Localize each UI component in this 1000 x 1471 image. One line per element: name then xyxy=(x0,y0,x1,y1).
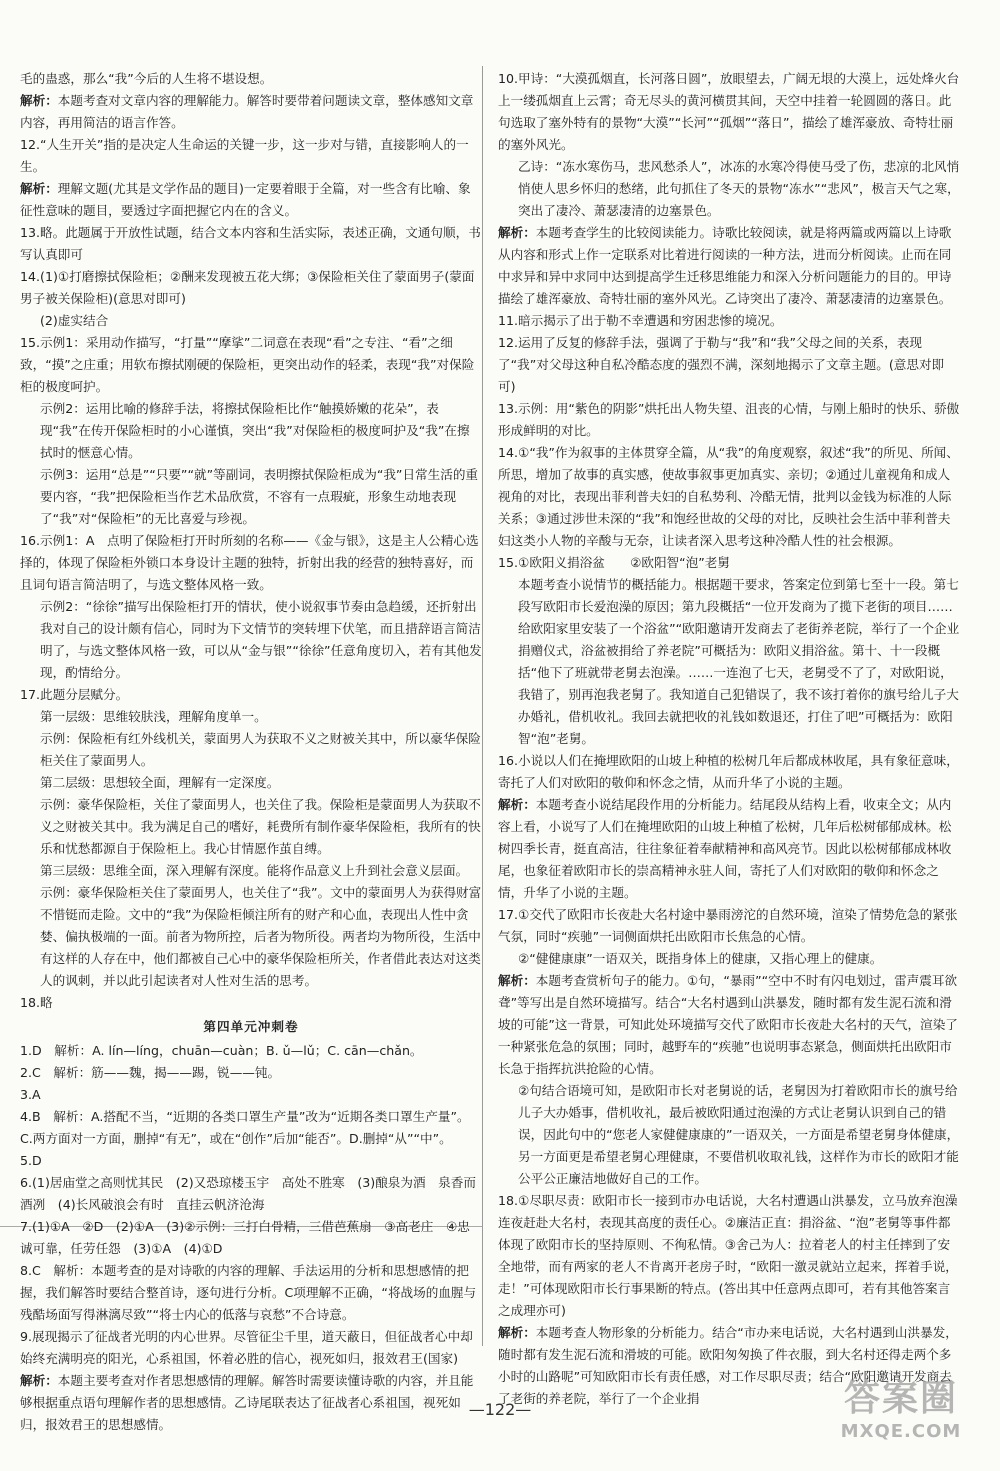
answer-paragraph xyxy=(20,530,482,596)
answer-paragraph xyxy=(498,156,960,222)
answer-paragraph xyxy=(20,1326,482,1370)
answer-paragraph xyxy=(498,552,960,574)
paragraph-text: 15.示例1：采用动作描写，“打量”“摩挲”二词意在表现“看”之专注、“看”之细致，“摸”之庄重；用软布擦拭刚硬的保险柜，更突出动作的轻柔，表现“我”对保险柜的极度呵护。 xyxy=(20,335,475,394)
answer-paragraph xyxy=(20,398,482,464)
answer-paragraph xyxy=(20,596,482,684)
watermark-url: MXQE.COM xyxy=(840,1421,962,1442)
paragraph-text: 第三层级：思维全面，深入理解有深度。能将作品意义上升到社会意义层面。 xyxy=(40,863,469,878)
answer-paragraph xyxy=(498,442,960,552)
analysis-label: 解析： xyxy=(498,973,536,988)
answer-paragraph xyxy=(20,68,482,90)
paragraph-text: 13.示例：用“紫色的阴影”烘托出人物失望、沮丧的心情，与刚上船时的快乐、骄傲形成鲜明的对比。 xyxy=(498,401,960,438)
paragraph-text: 4.B 解析：A.搭配不当，“近期的各类口罩生产量”改为“近期各类口罩生产量”。C.两方面对一方面，删掉“有无”，或在“创作”后加“能否”。D.删掉“从”“中”。 xyxy=(20,1109,470,1146)
answer-paragraph xyxy=(498,904,960,948)
answer-paragraph xyxy=(498,574,960,750)
paragraph-text: (2)虚实结合 xyxy=(40,313,109,328)
paragraph-text: 本题考查对文章内容的理解能力。解答时要带着问题读文章，整体感知文章内容，再用简洁的语言作答。 xyxy=(20,93,474,130)
answer-paragraph xyxy=(20,1084,482,1106)
answer-paragraph xyxy=(20,1040,482,1062)
paragraph-text: 5.D xyxy=(20,1153,42,1168)
answer-paragraph xyxy=(20,772,482,794)
analysis-label: 解析： xyxy=(498,1325,536,1340)
answer-paragraph xyxy=(498,68,960,156)
paragraph-text: 7.(1)①A ②D (2)①A (3)②示例：三打白骨精，三借芭蕉扇 ③高老庄 ④忠诚可靠，任劳任怨 (3)①A (4)①D xyxy=(20,1219,470,1256)
paragraph-text: 示例：豪华保险柜关住了蒙面男人，也关住了“我”。文中的蒙面男人为获得财富不惜铤而走险。文中的“我”为保险柜倾注所有的财产和心血，表现出人性中贪婪、偏执极端的一面。前者为物所控，后者为物所役。两者均为物所役，生活中有这样的人存在中，他们都被自己心中的豪华保险柜所关，作者借此表达对这类人的讽刺，并以此引起读者对人性对生活的思考。 xyxy=(40,885,482,988)
answer-paragraph xyxy=(498,794,960,904)
paragraph-text: 本题考查赏析句子的能力。①句，“暴雨”“空中不时有闪电划过，雷声震耳欲聋”等写出是自然环境描写。结合“大名村遇到山洪暴发，随时都有发生泥石流和滑坡的可能”这一背景，可知此处环境描写交代了欧阳市长夜赴大名村的天气，渲染了一种紧张危急的氛围；同时，越野车的“疾驰”也说明事态紧急，侧面烘托出欧阳市长急于指挥抗洪抢险的心情。 xyxy=(498,973,958,1076)
answer-paragraph xyxy=(20,464,482,530)
answer-paragraph xyxy=(20,178,482,222)
answer-paragraph xyxy=(20,1106,482,1150)
analysis-label: 解析： xyxy=(20,1373,58,1388)
paragraph-text: 理解文题(尤其是文学作品的题目)一定要着眼于全篇，对一些含有比喻、象征性意味的题目，要透过字面把握它内在的含义。 xyxy=(20,181,471,218)
analysis-label: 解析： xyxy=(498,797,536,812)
answer-paragraph xyxy=(20,1260,482,1326)
paragraph-text: 18.①尽职尽责：欧阳市长一接到市办电话说，大名村遭遇山洪暴发，立马放弃泡澡连夜赶赴大名村，表现其高度的责任心。②廉洁正直：捐浴盆、“泡”老舅等事件都体现了欧阳市长的坚持原则、不徇私情。③舍己为人：拉着老人的村主任摔到了安全地带，而有两家的老人不肯离开老房子时，“欧阳一激灵就站立起来，挥着手说，走！”可体现欧阳市长行事果断的特点。(答出其中任意两点即可，若有其他答案言之成理亦可) xyxy=(498,1193,958,1318)
paragraph-text: 本题主要考查对作者思想感情的理解。解答时需要读懂诗歌的内容，并且能够根据重点语句理解作者的思想感情。乙诗尾联表达了征战者心系祖国，视死如归，报效君王的思想感情。 xyxy=(20,1373,474,1432)
paragraph-text: 1.D 解析：A. lín—líng，chuān—cuàn；B. ǔ—lǔ；C. cān—chǎn。 xyxy=(20,1043,423,1058)
paragraph-text: 10.甲诗：“大漠孤烟直，长河落日圆”，放眼望去，广阔无垠的大漠上，远处烽火台上一缕孤烟直上云霄；奇无尽头的黄河横贯其间，天空中挂着一轮圆圆的落日。此句选取了塞外特有的景物“大漠”“长河”“孤烟”“落日”，描绘了雄浑豪放、奇特壮丽的塞外风光。 xyxy=(498,71,960,152)
answer-paragraph xyxy=(20,332,482,398)
watermark-logo: 答案圈 xyxy=(843,1378,958,1419)
answer-paragraph xyxy=(498,1080,960,1190)
paragraph-text: ②句结合语境可知，是欧阳市长对老舅说的话，老舅因为打着欧阳市长的旗号给儿子大办婚事，借机收礼，最后被欧阳通过泡澡的方式让老舅认识到自己的错误，因此句中的“您老人家健健康康的”一语双关，一方面是希望老舅身体健康，另一方面更是希望老舅心理健康，不要借机收取礼钱，这样作为市长的欧阳才能公平公正廉洁地做好自己的工作。 xyxy=(518,1083,960,1186)
paragraph-text: 乙诗：“冻水寒伤马，悲风愁杀人”，冰冻的水寒冷得使马受了伤，悲凉的北风悄悄使人思乡怀归的愁绪，此句抓住了冬天的景物“冻水”“悲风”，极言天气之寒，突出了凄冷、萧瑟凄清的边塞景色。 xyxy=(518,159,960,218)
paragraph-text: 本题考查学生的比较阅读能力。诗歌比较阅读，就是将两篇或两篇以上诗歌从内容和形式上作一定联系对比着进行阅读的一种方法，进而分析阅读。止而在同中求异和异中求同中达到提高学生迁移思维能力和深入分析问题能力的目的。甲诗描绘了雄浑豪放、奇特壮丽的塞外风光。乙诗突出了凄冷、萧瑟凄清的边塞景色。 xyxy=(498,225,952,306)
paragraph-text: 第二层级：思想较全面，理解有一定深度。 xyxy=(40,775,280,790)
answer-paragraph xyxy=(20,728,482,772)
paragraph-text: 本题考查小说情节的概括能力。根据题干要求，答案定位到第七至十一段。第七段写欧阳市长爱泡澡的原因；第九段概括“一位开发商为了揽下老街的项目……给欧阳家里安装了一个浴盆”“欧阳邀请开发商去了老街养老院，举行了一个企业捐赠仪式，浴盆被捐给了养老院”可概括为：欧阳义捐浴盆。第十、十一段概括“他下了班就带老舅去泡澡。……一连泡了七天，老舅受不了了，对欧阳说，我错了，别再泡我老舅了。我知道自己犯错误了，我不该打着你的旗号给儿子大办婚礼，借机收礼。我回去就把收的礼钱如数退还，打住了吧”可概括为：欧阳智“泡”老舅。 xyxy=(518,577,960,746)
analysis-label: 解析： xyxy=(20,93,58,108)
answer-paragraph xyxy=(20,992,482,1014)
answer-paragraph xyxy=(498,948,960,970)
paragraph-text: 8.C 解析：本题考查的是对诗歌的内容的理解、手法运用的分析和思想感情的把握，我们解答时要结合整首诗，逐句进行分析。C项理解不正确，“将战场的血腥与残酷场面写得淋漓尽致”“将士内心的低落与哀愁”不合诗意。 xyxy=(20,1263,477,1322)
right-column xyxy=(498,68,960,1410)
answer-paragraph xyxy=(20,1172,482,1216)
answer-paragraph xyxy=(498,310,960,332)
paragraph-text: 3.A xyxy=(20,1087,41,1102)
left-column xyxy=(20,68,482,1436)
paragraph-text: 13.略。此题属于开放性试题，结合文本内容和生活实际，表述正确，文通句顺，书写认真即可 xyxy=(20,225,481,262)
paragraph-text: 17.①交代了欧阳市长夜赴大名村途中暴雨滂沱的自然环境，渲染了情势危急的紧张气氛，同时“疾驰”一词侧面烘托出欧阳市长焦急的心情。 xyxy=(498,907,958,944)
paragraph-text: 14.①“我”作为叙事的主体贯穿全篇，从“我”的角度观察，叙述“我”的所见、所闻、所思，增加了故事的真实感，使故事叙事更加真实、亲切；②通过儿童视角和成人视角的对比，表现出菲利普夫妇的自私势利、冷酷无情，批判以金钱为标准的人际关系；③通过涉世未深的“我”和饱经世故的父母的对比，反映社会生活中菲利普夫妇这类小人物的辛酸与无奈，让读者深入思考这种冷酷人性的社会根源。 xyxy=(498,445,959,548)
answer-paragraph xyxy=(20,794,482,860)
analysis-label: 解析： xyxy=(498,225,536,240)
paragraph-text: 12.“人生开关”指的是决定人生命运的关键一步，这一步对与错，直接影响人的一生。 xyxy=(20,137,469,174)
answer-paragraph xyxy=(498,750,960,794)
answer-paragraph xyxy=(20,860,482,882)
answer-paragraph xyxy=(498,222,960,310)
analysis-label: 解析： xyxy=(20,181,58,196)
answer-paragraph xyxy=(20,266,482,310)
paragraph-text: 16.小说以人们在掩埋欧阳的山坡上种植的松树几年后都成林收尾，具有象征意味，寄托了人们对欧阳的敬仰和怀念之情，从而升华了小说的主题。 xyxy=(498,753,959,790)
paragraph-text: 12.运用了反复的修辞手法，强调了于勒与“我”和“我”父母之间的关系，表现了“我”对父母这种自私冷酷态度的强烈不满，深刻地揭示了文章主题。(意思对即可) xyxy=(498,335,945,394)
answer-paragraph xyxy=(498,332,960,398)
paragraph-text: 14.(1)①打磨擦拭保险柜；②酬来发现被五花大绑；③保险柜关住了蒙面男子(蒙面男子被关保险柜)(意思对即可) xyxy=(20,269,475,306)
paragraph-text: 本题考查小说结尾段作用的分析能力。结尾段从结构上看，收束全文；从内容上看，小说写了人们在掩埋欧阳的山坡上种植了松树，几年后松树郁郁成林。松树四季长青，挺直高洁，往往象征着奉献精神和高风亮节。因此以松树郁郁成林收尾，也象征着欧阳市长的崇高精神永驻人间，寄托了人们对欧阳的敬仰和怀念之情，升华了小说的主题。 xyxy=(498,797,952,900)
answer-paragraph xyxy=(20,1150,482,1172)
paragraph-text: 示例2：“徐徐”描写出保险柜打开的情状，使小说叙事节奏由急趋缓，还折射出我对自己的设计颇有信心，同时为下文情节的突转埋下伏笔，而且措辞语言简洁明了，与选文整体风格一致，可以从“金与银”“徐徐”任意角度切入，若有其他发现，酌情给分。 xyxy=(40,599,482,680)
paragraph-text: 16.示例1：A 点明了保险柜打开时所刻的名称——《金与银》，这是主人公精心选择的，体现了保险柜外锁口本身设计主题的独特，折射出我的经营的独特喜好，而且词句语言简洁明了，与选文整体风格一致。 xyxy=(20,533,479,592)
paragraph-text: 18.略 xyxy=(20,995,53,1010)
paragraph-text: 毛的蛊惑，那么“我”今后的人生将不堪设想。 xyxy=(20,71,273,86)
paragraph-text: 示例3：运用“总是”“只要”“就”等副词，表明擦拭保险柜成为“我”日常生活的重要内容，“我”把保险柜当作艺术品欣赏，不容有一点瑕疵，形象生动地表现了“我”对“保险柜”的无比喜爱与珍视。 xyxy=(40,467,479,526)
answer-paragraph xyxy=(20,222,482,266)
answer-paragraph xyxy=(20,1062,482,1084)
paragraph-text: 6.(1)居庙堂之高则忧其民 (2)又恐琼楼玉宇 高处不胜寒 (3)酿泉为酒 泉香而酒冽 (4)长风破浪会有时 直挂云帆济沧海 xyxy=(20,1175,476,1212)
paragraph-text: 示例：保险柜有红外线机关，蒙面男人为获取不义之财被关其中，所以豪华保险柜关住了蒙面男人。 xyxy=(40,731,481,768)
page-number: —122— xyxy=(468,1400,532,1419)
answer-paragraph xyxy=(20,134,482,178)
paragraph-text: ②“健健康康”一语双关，既指身体上的健康，又指心理上的健康。 xyxy=(518,951,883,966)
paragraph-text: 第一层级：思维较肤浅，理解角度单一。 xyxy=(40,709,267,724)
paragraph-text: 9.展现揭示了征战者光明的内心世界。尽管征尘千里，道天蔽日，但征战者心中却始终充满明亮的阳光，心系祖国，怀着必胜的信心，视死如归，报效君王(国家) xyxy=(20,1329,473,1366)
answer-paragraph xyxy=(20,1216,482,1260)
answer-paragraph xyxy=(498,1190,960,1322)
paragraph-text: 本题考查人物形象的分析能力。结合“市办来电话说，大名村遇到山洪暴发，随时都有发生泥石流和滑坡的可能。欧阳匆匆换了件衣服，到大名村还得走两个多小时的山路呢”可知欧阳市长有责任感，对工作尽职尽责；结合“欧阳邀请开发商去了老街的养老院，举行了一个企业捐 xyxy=(498,1325,958,1406)
answer-paragraph xyxy=(20,882,482,992)
paragraph-text: 11.暗示揭示了出于勒不幸遭遇和穷困悲惨的境况。 xyxy=(498,313,783,328)
paragraph-text: 示例：豪华保险柜，关住了蒙面男人，也关住了我。保险柜是蒙面男人为获取不义之财被关其中。我为满足自己的嗜好，耗费所有制作豪华保险柜，我所有的快乐和忧愁都源自于保险柜上。我心甘情愿作茧自缚。 xyxy=(40,797,481,856)
paragraph-text: 17.此题分层赋分。 xyxy=(20,687,129,702)
watermark xyxy=(816,1377,986,1457)
answer-paragraph xyxy=(20,684,482,706)
answer-paragraph xyxy=(20,90,482,134)
column-divider xyxy=(482,66,483,1346)
answer-paragraph xyxy=(498,398,960,442)
section-title: 第四单元冲刺卷 xyxy=(203,1019,299,1034)
answer-paragraph xyxy=(20,310,482,332)
paragraph-text: 15.①欧阳义捐浴盆 ②欧阳智“泡”老舅 xyxy=(498,555,730,570)
paragraph-text: 2.C 解析：筋——魏，揭——踢，锐——钝。 xyxy=(20,1065,281,1080)
answer-paragraph xyxy=(498,970,960,1080)
answer-paragraph xyxy=(20,706,482,728)
paragraph-text: 示例2：运用比喻的修辞手法，将擦拭保险柜比作“触摸娇嫩的花朵”，表现“我”在传开保险柜时的小心谨慎，突出“我”对保险柜的极度呵护及“我”在擦拭时的惬意心情。 xyxy=(40,401,470,460)
